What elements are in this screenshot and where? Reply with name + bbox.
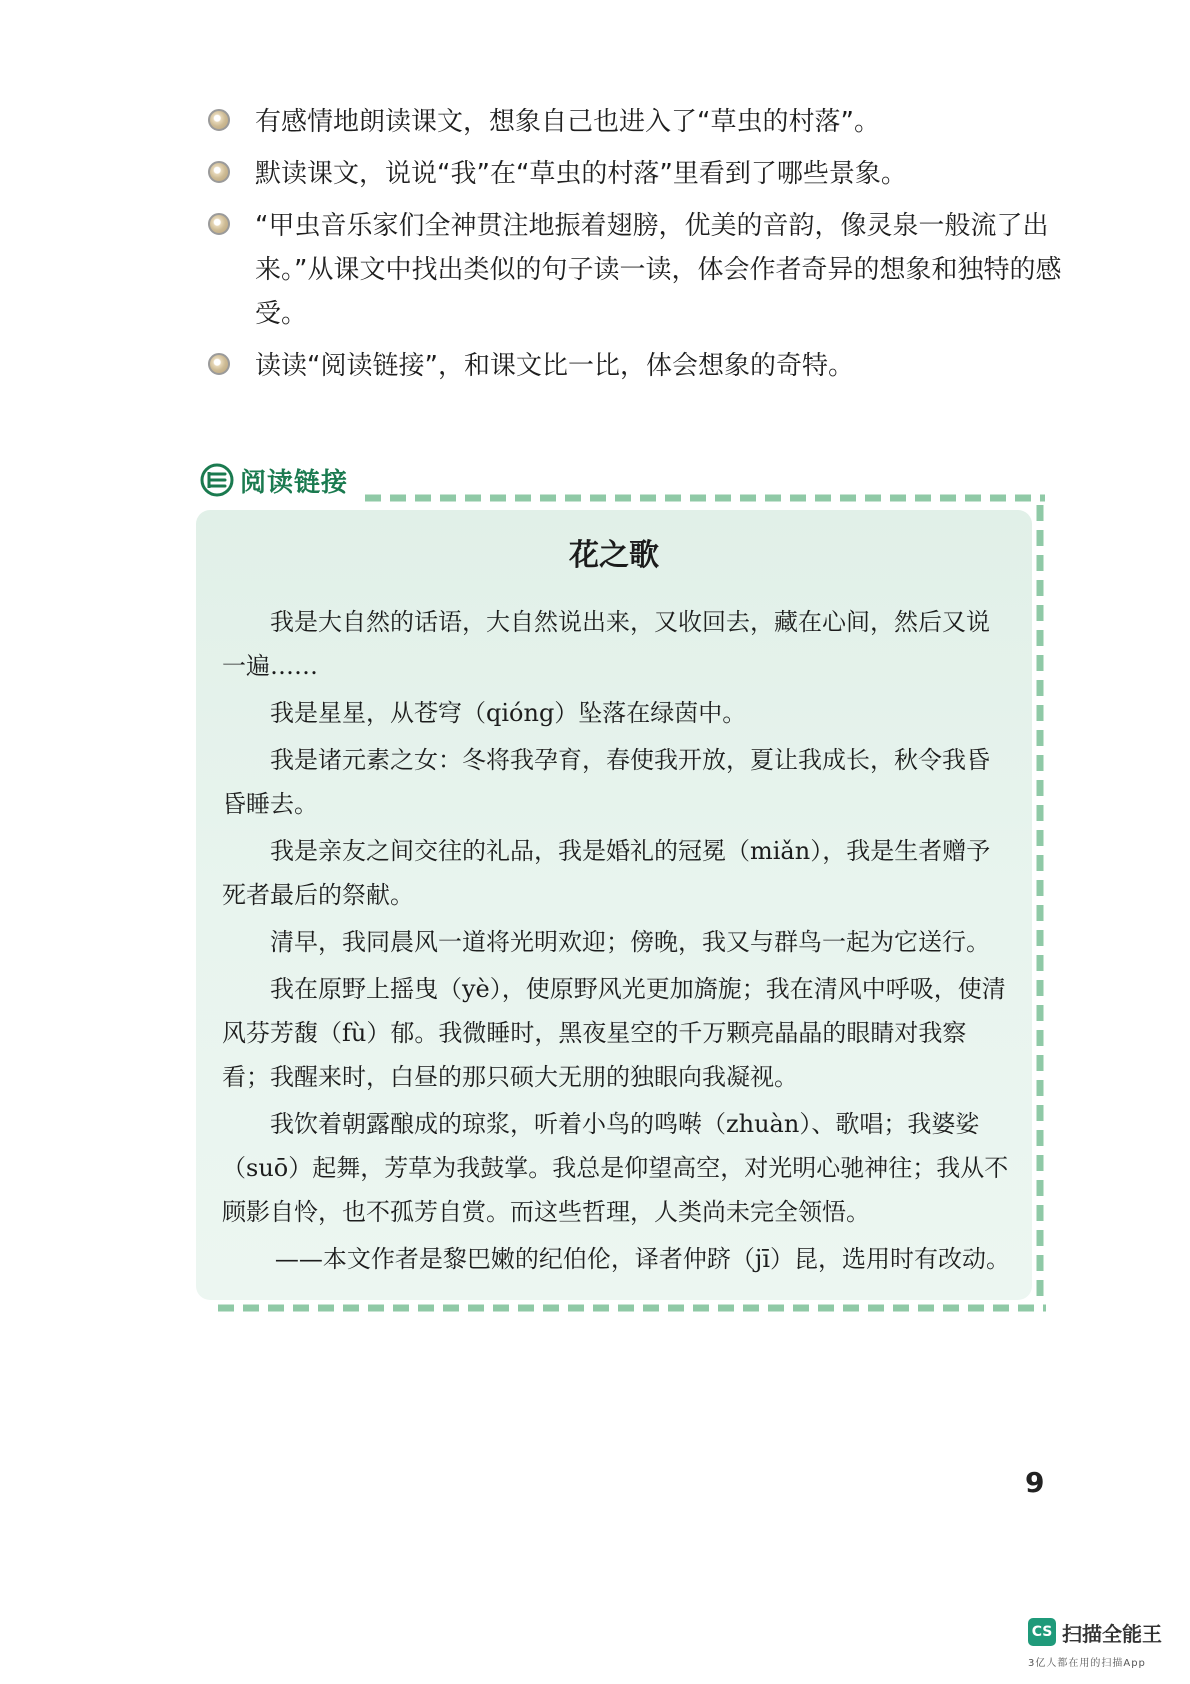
exercise-text: 读读“阅读链接”，和课文比一比，体会想象的奇特。 xyxy=(255,351,854,381)
scanner-watermark xyxy=(1028,1616,1188,1676)
dashed-border-bottom xyxy=(218,1303,1046,1313)
bullet-dot-icon xyxy=(208,161,230,183)
exercise-item-2 xyxy=(205,152,1075,196)
poem-credit: ——本文作者是黎巴嫩的纪伯伦，译者仲跻（jī）昆，选用时有改动。 xyxy=(274,1245,1010,1273)
exercise-item-1 xyxy=(205,100,1075,144)
watermark-brand: 扫描全能王 xyxy=(1062,1622,1162,1646)
bullet-dot-icon xyxy=(208,353,230,375)
exercise-list xyxy=(205,100,1075,396)
poem-paragraph: 我是星星，从苍穹（qióng）坠落在绿茵中。 xyxy=(270,699,747,727)
poem-paragraph: 我是亲友之间交往的礼品，我是婚礼的冠冕（miǎn），我是生者赠予死者最后的祭献。 xyxy=(222,837,991,909)
poem-title: 花之歌 xyxy=(569,538,659,573)
exercise-text: 默读课文，说说“我”在“草虫的村落”里看到了哪些景象。 xyxy=(255,159,907,189)
page-number: 9 xyxy=(1025,1466,1045,1499)
dashed-border-right xyxy=(1034,505,1046,1300)
reading-link-label: 阅读链接 xyxy=(240,467,349,498)
poem-paragraph: 我在原野上摇曳（yè），使原野风光更加旖旎；我在清风中呼吸，使清风芬芳馥（fù）郁。我微睡时，黑夜星空的千万颗亮晶晶的眼睛对我察看；我醒来时，白昼的那只硕大无朋的独眼向我凝视。 xyxy=(222,975,1006,1091)
watermark-tagline: 3亿人都在用的扫描App xyxy=(1028,1658,1146,1669)
bullet-dot-icon xyxy=(208,213,230,235)
poem-paragraph: 我是大自然的话语，大自然说出来，又收回去，藏在心间，然后又说一遍…… xyxy=(222,608,990,680)
book-icon xyxy=(200,463,234,497)
poem-paragraph: 我是诸元素之女：冬将我孕育，春使我开放，夏让我成长，秋令我昏昏睡去。 xyxy=(222,746,990,818)
scanner-logo-icon: CS xyxy=(1028,1618,1056,1646)
poem-paragraph: 我饮着朝露酿成的琼浆，听着小鸟的鸣啭（zhuàn）、歌唱；我婆娑（suō）起舞，芳草为我鼓掌。我总是仰望高空，对光明心驰神往；我从不顾影自怜，也不孤芳自赏。而这些哲理，人类尚未完全领悟。 xyxy=(222,1110,1009,1226)
exercise-text: 有感情地朗读课文，想象自己也进入了“草虫的村落”。 xyxy=(255,107,880,137)
dashed-border-top xyxy=(365,493,1045,503)
reading-link-panel xyxy=(196,510,1032,1300)
poem-paragraph: 清早，我同晨风一道将光明欢迎；傍晚，我又与群鸟一起为它送行。 xyxy=(270,928,990,956)
poem-body xyxy=(222,600,1010,1281)
reading-link-header xyxy=(200,462,348,498)
exercise-text: “甲虫音乐家们全神贯注地振着翅膀，优美的音韵，像灵泉一般流了出来。”从课文中找出类似的句子读一读，体会作者奇异的想象和独特的感受。 xyxy=(255,211,1062,329)
bullet-dot-icon xyxy=(208,109,230,131)
exercise-item-3 xyxy=(205,204,1075,336)
exercise-item-4 xyxy=(205,344,1075,388)
